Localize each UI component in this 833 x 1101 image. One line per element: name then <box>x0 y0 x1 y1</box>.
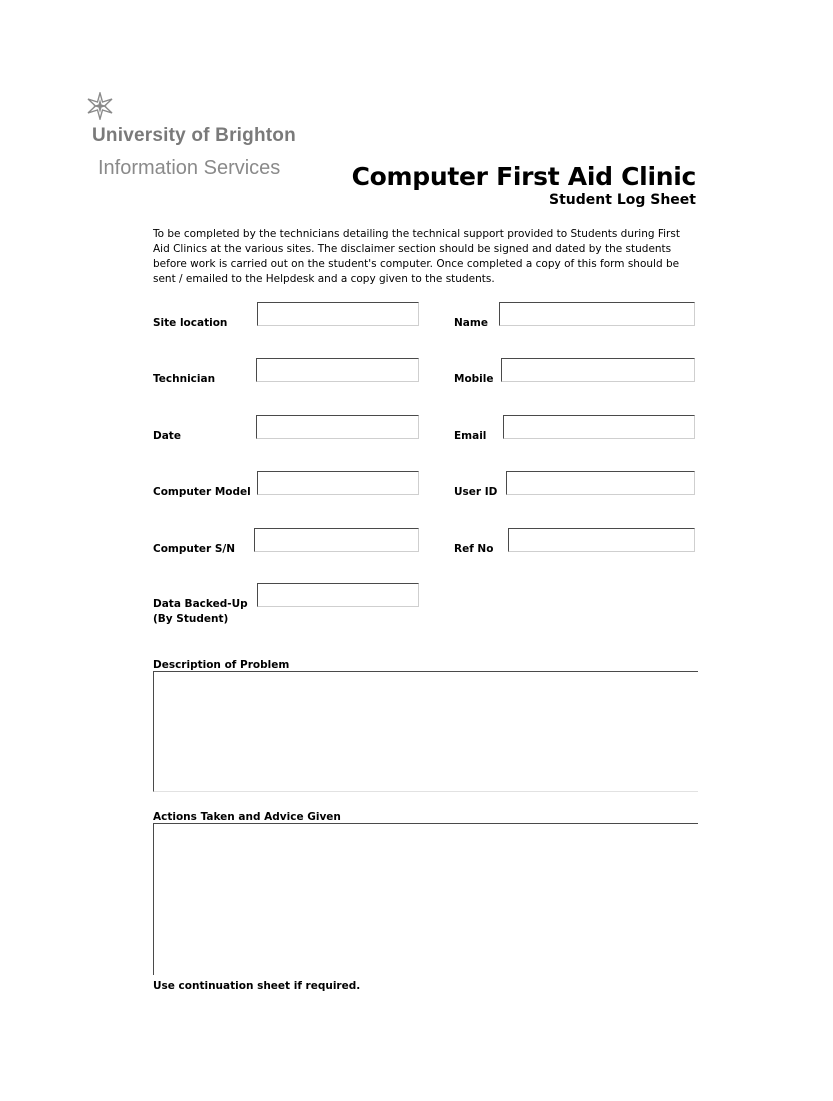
university-name: University of Brighton <box>92 125 296 146</box>
user-id-label: User ID <box>454 486 498 498</box>
computer-sn-field[interactable] <box>254 528 419 552</box>
department-name: Information Services <box>98 157 281 179</box>
technician-field[interactable] <box>256 358 419 382</box>
computer-sn-label: Computer S/N <box>153 543 236 555</box>
data-backed-up-label: Data Backed-Up <box>153 598 248 610</box>
mobile-label: Mobile <box>454 373 494 385</box>
email-label: Email <box>454 430 487 442</box>
data-backed-up-field[interactable] <box>257 583 419 607</box>
technician-label: Technician <box>153 373 216 385</box>
actions-textarea[interactable] <box>153 823 698 975</box>
actions-label: Actions Taken and Advice Given <box>153 811 341 823</box>
name-field[interactable] <box>499 302 695 326</box>
by-student-label: (By Student) <box>153 613 229 625</box>
ref-no-field[interactable] <box>508 528 695 552</box>
name-label: Name <box>454 317 488 329</box>
continuation-note: Use continuation sheet if required. <box>153 980 361 992</box>
email-field[interactable] <box>503 415 695 439</box>
date-label: Date <box>153 430 181 442</box>
computer-model-label: Computer Model <box>153 486 251 498</box>
star-logo-icon <box>86 92 114 120</box>
computer-model-field[interactable] <box>257 471 419 495</box>
date-field[interactable] <box>256 415 419 439</box>
site-location-field[interactable] <box>257 302 419 326</box>
intro-text: To be completed by the technicians detailing the technical support provided to Students during First Aid Clinics at the various sites. The disclaimer section should be signed and dated by the students before work is carried out on the student's computer. Once completed a copy of this form should be sent / emailed to the Helpdesk and a copy given to the students. <box>153 228 680 285</box>
user-id-field[interactable] <box>506 471 695 495</box>
site-location-label: Site location <box>153 317 228 329</box>
mobile-field[interactable] <box>501 358 695 382</box>
form-subtitle: Student Log Sheet <box>549 192 696 208</box>
description-textarea[interactable] <box>153 671 698 792</box>
description-label: Description of Problem <box>153 659 290 671</box>
form-title: Computer First Aid Clinic <box>351 162 696 191</box>
ref-no-label: Ref No <box>454 543 494 555</box>
